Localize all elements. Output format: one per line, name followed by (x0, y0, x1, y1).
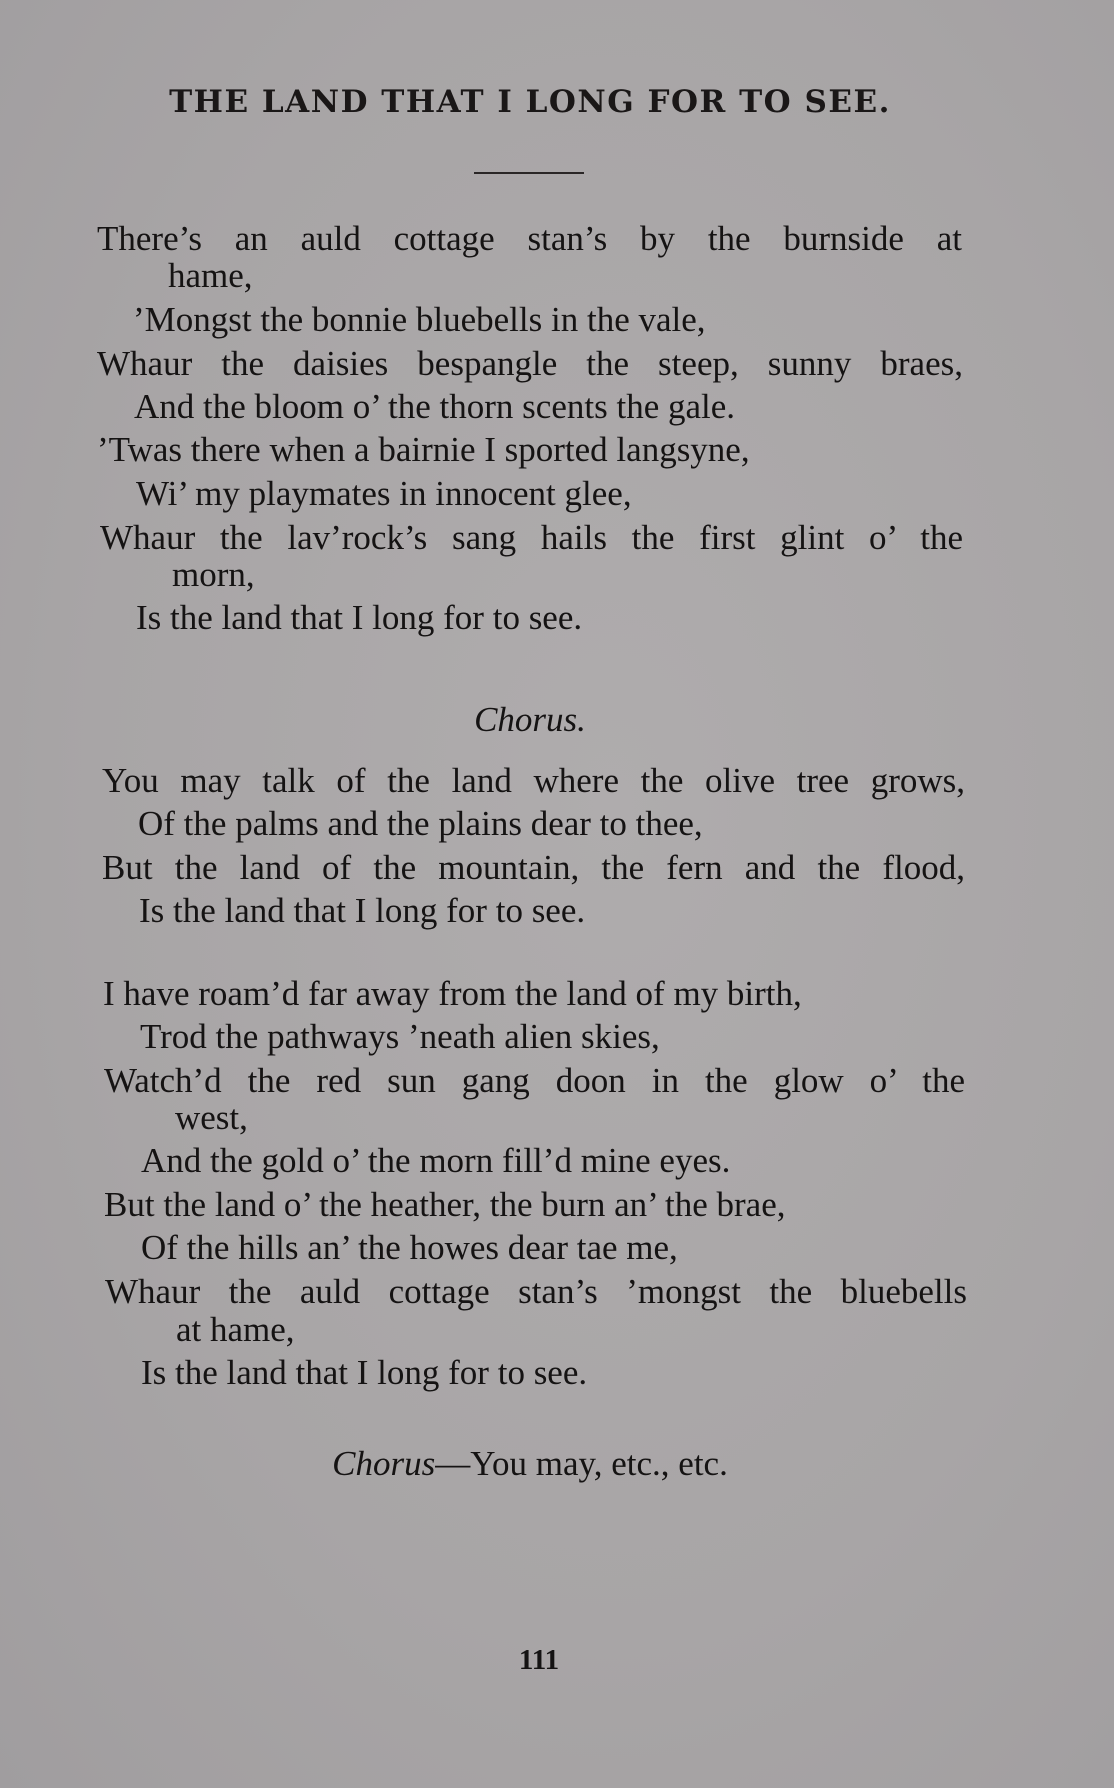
verse1-line-9: morn, (172, 555, 255, 594)
verse2-line-3: Watch’d the red sun gang doon in the glow o’ the (104, 1061, 965, 1100)
verse2-line-1: I have roam’d far away from the land of my birth, (103, 974, 802, 1013)
chorus-reprise-label: Chorus (332, 1444, 436, 1483)
poem-title: THE LAND THAT I LONG FOR TO SEE. (169, 84, 891, 120)
verse1-line-2: hame, (168, 256, 253, 295)
chorus-reprise (0, 1444, 1060, 1484)
verse1-line-6: ’Twas there when a bairnie I sported langsyne, (97, 430, 750, 469)
verse1-line-7: Wi’ my playmates in innocent glee, (136, 474, 632, 513)
verse2-line-4: west, (175, 1098, 248, 1137)
chorus-heading: Chorus. (474, 700, 586, 739)
chorus-line-3: But the land of the mountain, the fern and the flood, (102, 848, 965, 887)
verse2-line-2: Trod the pathways ’neath alien skies, (140, 1017, 660, 1056)
title-rule (474, 172, 584, 174)
verse1-line-1: There’s an auld cottage stan’s by the burnside at (97, 219, 962, 258)
chorus-line-4: Is the land that I long for to see. (139, 891, 586, 930)
verse1-line-10: Is the land that I long for to see. (136, 598, 583, 637)
verse1-line-8: Whaur the lav’rock’s sang hails the first glint o’ the (100, 518, 963, 557)
verse2-line-5: And the gold o’ the morn fill’d mine eyes. (141, 1141, 731, 1180)
verse2-line-8: Whaur the auld cottage stan’s ’mongst the bluebells (105, 1272, 967, 1311)
verse2-line-10: Is the land that I long for to see. (141, 1353, 588, 1392)
verse1-line-3: ’Mongst the bonnie bluebells in the vale, (133, 300, 706, 339)
verse1-line-5: And the bloom o’ the thorn scents the gale. (134, 387, 736, 426)
verse2-line-7: Of the hills an’ the howes dear tae me, (141, 1228, 678, 1267)
chorus-line-1: You may talk of the land where the olive tree grows, (102, 761, 965, 800)
chorus-reprise-text: —You may, etc., etc. (435, 1444, 728, 1483)
page-number: 111 (518, 1644, 560, 1676)
chorus-line-2: Of the palms and the plains dear to thee, (138, 804, 703, 843)
verse2-line-9: at hame, (176, 1310, 295, 1349)
verse2-line-6: But the land o’ the heather, the burn an’ the brae, (104, 1185, 786, 1224)
verse1-line-4: Whaur the daisies bespangle the steep, sunny braes, (97, 344, 963, 383)
